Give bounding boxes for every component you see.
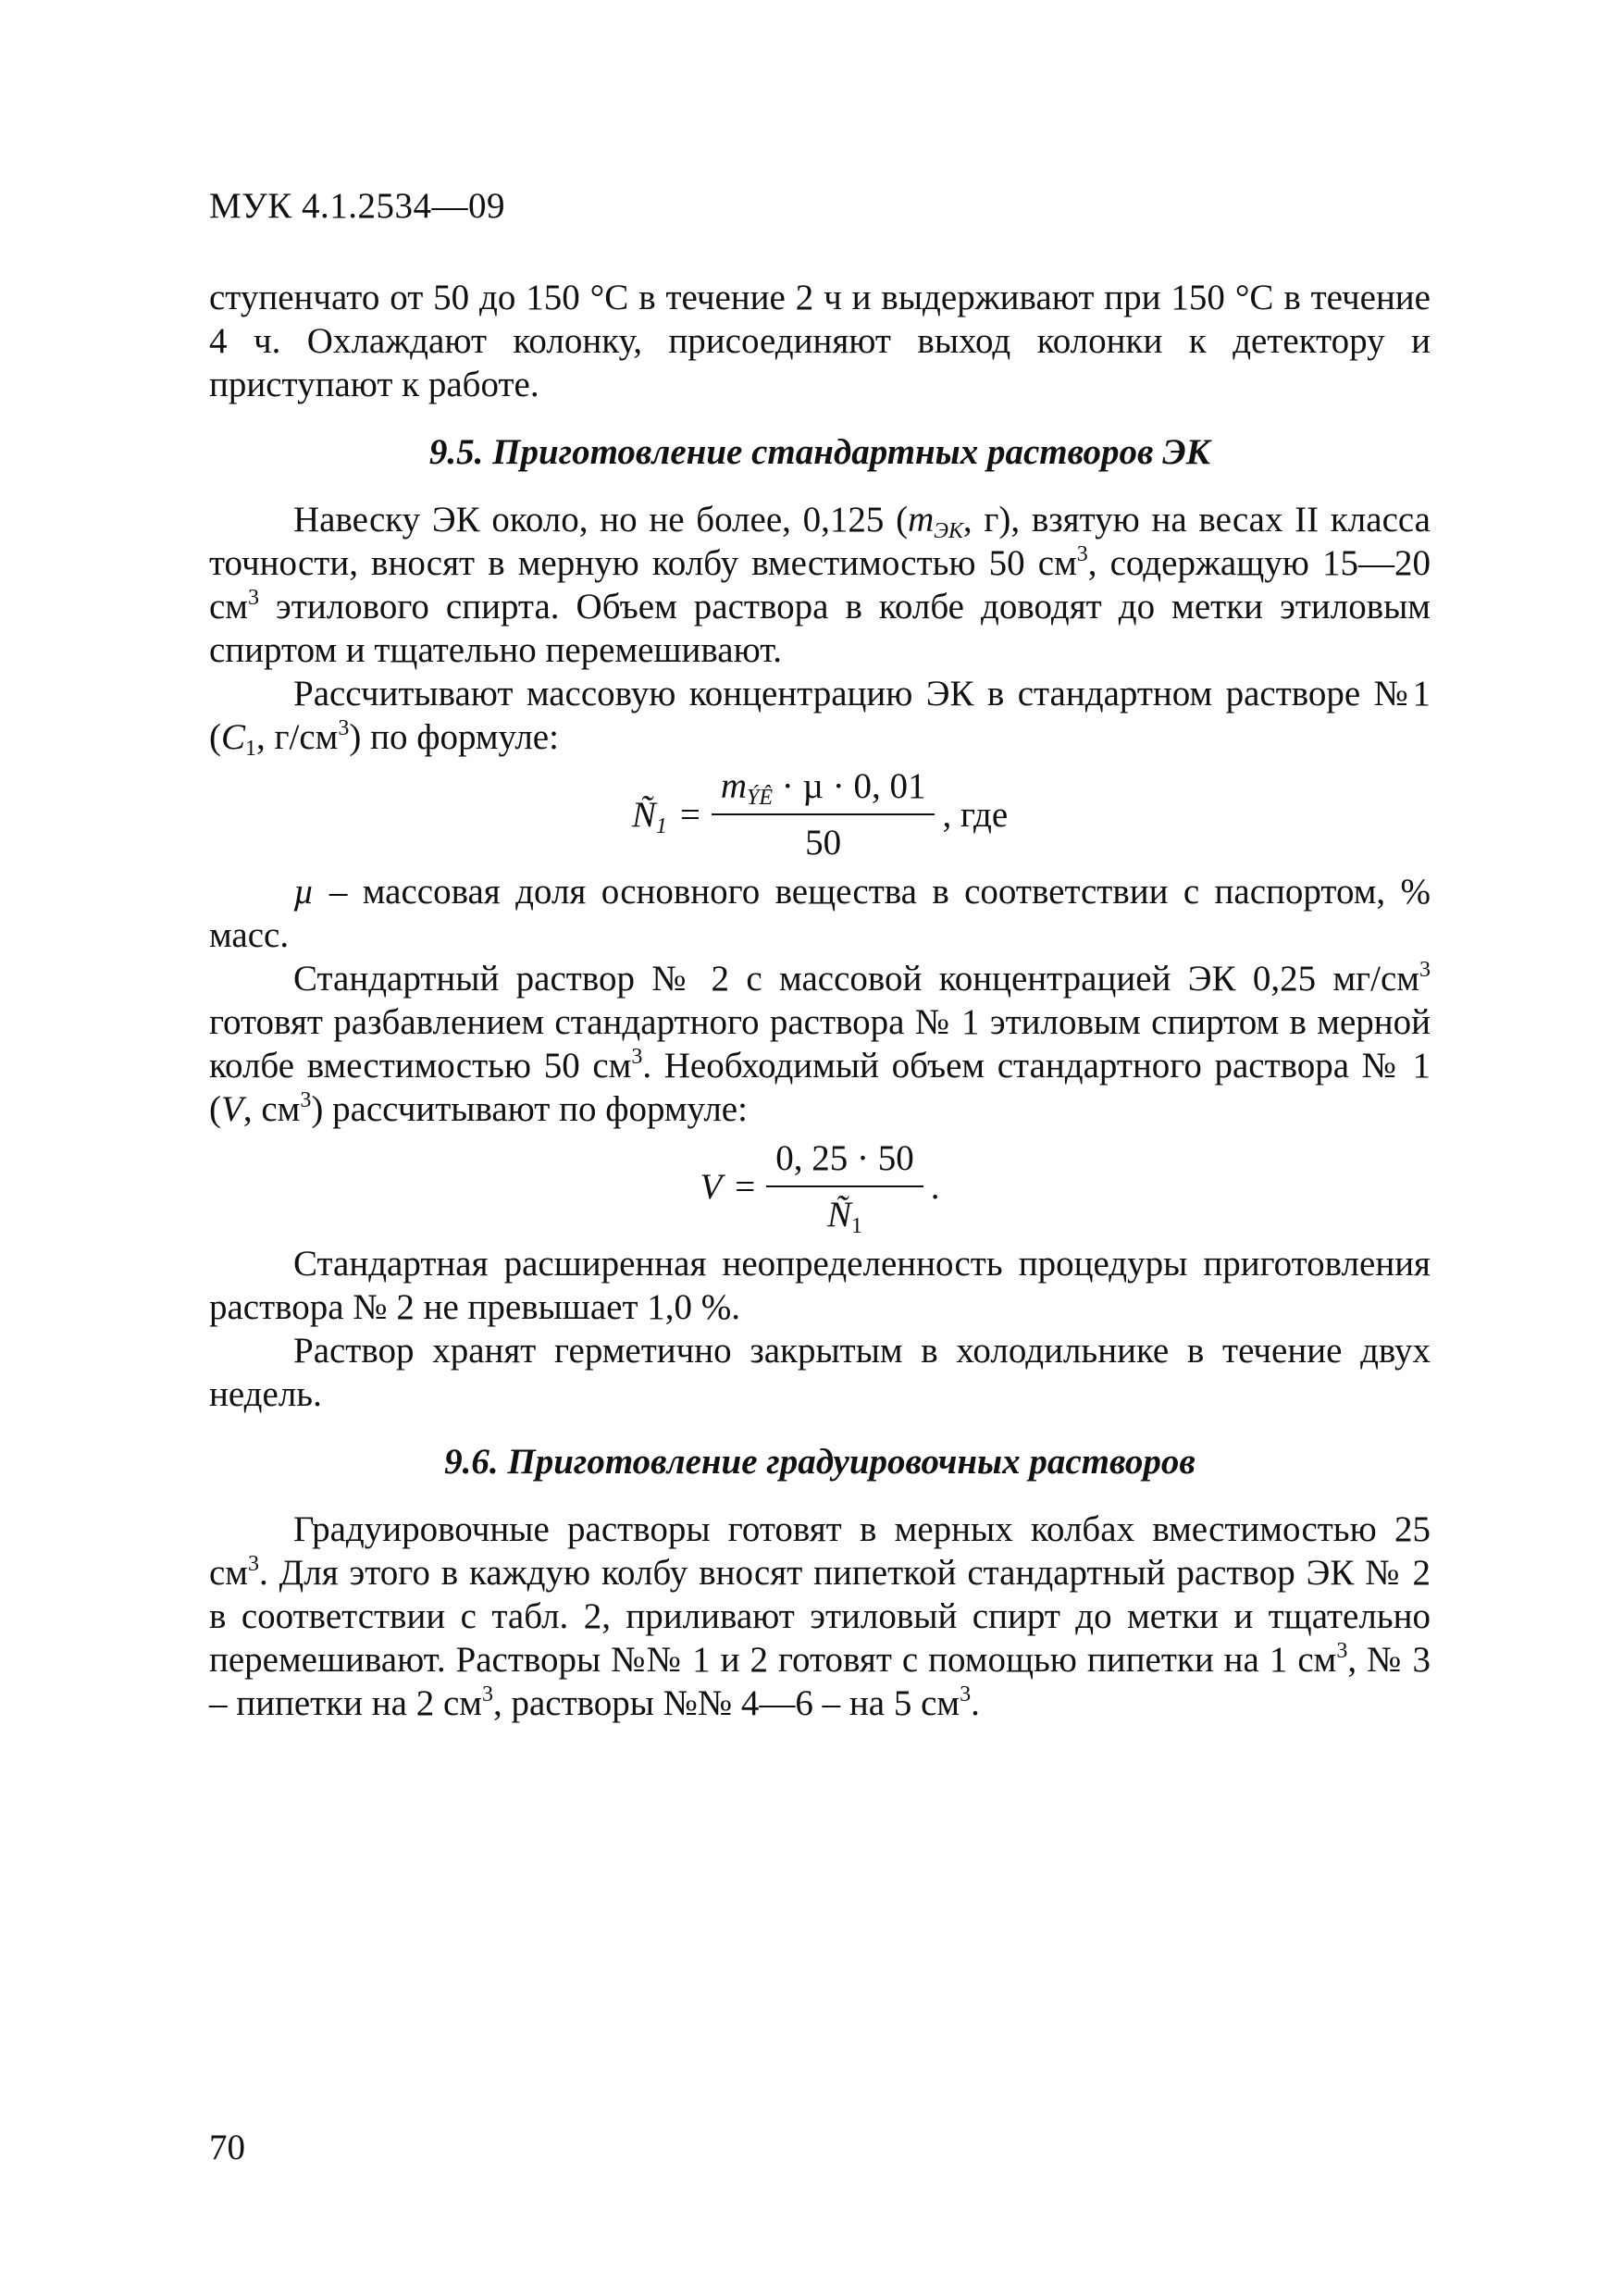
subscript: 1 <box>851 1214 863 1238</box>
superscript: 3 <box>1419 958 1431 982</box>
subscript: ЭК <box>934 519 963 543</box>
formula-equals: = <box>679 794 700 835</box>
text-run: , содержащую 15—20 см <box>209 543 1431 627</box>
paragraph-mu-definition <box>209 870 1431 957</box>
text-run: – массовая доля основного вещества в соответствии с паспортом, % масс. <box>209 872 1431 955</box>
formula-symbol: m <box>720 766 747 806</box>
formula-tail: . <box>930 1166 940 1207</box>
subscript: ÝÊ <box>747 786 774 810</box>
formula-volume <box>209 1136 1431 1236</box>
superscript: 3 <box>1336 1639 1348 1663</box>
section-title-9-6: 9.6. Приготовление градуировочных растворов <box>444 1442 1196 1482</box>
text-run: ) по формуле: <box>349 717 559 757</box>
text-run: Градуировочные растворы готовят в мерных колбах вместимостью 25 см <box>209 1509 1431 1593</box>
text-run: V <box>221 1089 243 1129</box>
formula-symbol: Ñ <box>827 1195 852 1235</box>
superscript: 3 <box>1076 542 1088 566</box>
superscript: 3 <box>248 586 259 610</box>
text-run: , растворы №№ 4—6 – на 5 см <box>492 1683 960 1723</box>
formula-denominator: 50 <box>805 823 842 863</box>
text-run: , г), взятую на весах II класса точности, вносят в мерную колбу вместимостью 50 см <box>209 500 1431 583</box>
text-run: ) рассчитывают по формуле: <box>311 1089 748 1129</box>
superscript: 3 <box>481 1682 493 1706</box>
paragraph-solution-2 <box>209 957 1431 1131</box>
formula-fraction <box>766 1136 923 1236</box>
superscript: 3 <box>960 1682 972 1706</box>
section-title-9-5: 9.5. Приготовление стандартных растворов ЭК <box>428 432 1211 472</box>
text-run: Стандартный раствор № 2 с массовой концентрацией ЭК 0,25 мг/см <box>293 959 1419 999</box>
text-run: готовят разбавлением стандартного раствора № 1 этиловым спиртом в мерной колбе вместимостью 50 см <box>209 1002 1431 1086</box>
formula-lhs <box>632 793 667 837</box>
subscript: 1 <box>245 737 257 761</box>
formula-concentration <box>209 764 1431 864</box>
formula-tail: , где <box>942 794 1009 835</box>
subscript: 1 <box>655 813 667 838</box>
superscript: 3 <box>248 1552 259 1576</box>
superscript: 3 <box>300 1088 312 1112</box>
superscript: 3 <box>338 716 350 740</box>
text-run: . Необходимый объем стандартного раствора № 1 ( <box>209 1046 1431 1129</box>
text-run: Навеску ЭК около, но не более, 0,125 ( <box>293 500 909 540</box>
text-run: , см <box>242 1089 301 1129</box>
paragraph-sample-weight <box>209 498 1431 672</box>
paragraph-calibration-solutions <box>209 1508 1431 1725</box>
paragraph-concentration <box>209 672 1431 759</box>
text-run: . Для этого в каждую колбу вносят пипеткой стандартный раствор ЭК № 2 в соответствии с табл. 2, приливают этиловый спирт до метки и тщательно перемешивают. Растворы №№ 1 и 2 готовят с помощью пипетки на 1 см <box>209 1553 1431 1680</box>
text-run: , г/см <box>256 717 339 757</box>
text-run: Рассчитывают массовую концентрацию ЭК в стандартном растворе №1 ( <box>209 674 1431 757</box>
document-body <box>209 276 1431 1725</box>
paragraph-uncertainty: Стандартная расширенная неопределенность процедуры приготовления раствора № 2 не превышает 1,0 %. <box>209 1244 1431 1327</box>
paragraph-storage: Раствор хранят герметично закрытым в холодильнике в течение двух недель. <box>209 1331 1431 1414</box>
formula-numerator: 0, 25 · 50 <box>766 1136 923 1187</box>
text-run: µ <box>293 872 315 912</box>
formula-lhs-symbol: Ñ <box>631 794 656 835</box>
formula-text: · µ · 0, 01 <box>773 766 926 806</box>
text-run: . <box>971 1683 980 1723</box>
text-run: C <box>221 717 246 757</box>
formula-lhs: V <box>700 1166 723 1207</box>
text-run: этилового спирта. Объем раствора в колбе доводят до метки этиловым спиртом и тщательно перемешивают. <box>209 587 1431 670</box>
superscript: 3 <box>631 1045 643 1069</box>
text-run: , № 3 – пипетки на 2 см <box>209 1640 1431 1723</box>
formula-equals: = <box>735 1166 756 1207</box>
formula-fraction <box>712 764 935 864</box>
page-number: 70 <box>209 2128 245 2167</box>
text-run: m <box>908 500 935 540</box>
formula-denominator <box>818 1187 872 1236</box>
document-code-header: МУК 4.1.2534—09 <box>209 186 506 226</box>
paragraph-continuation: ступенчато от 50 до 150 °С в течение 2 ч и выдерживают при 150 °С в течение 4 ч. Охлаждают колонку, присоединяют выход колонки к детектору и приступают к работе. <box>209 278 1431 404</box>
formula-numerator <box>712 764 935 815</box>
